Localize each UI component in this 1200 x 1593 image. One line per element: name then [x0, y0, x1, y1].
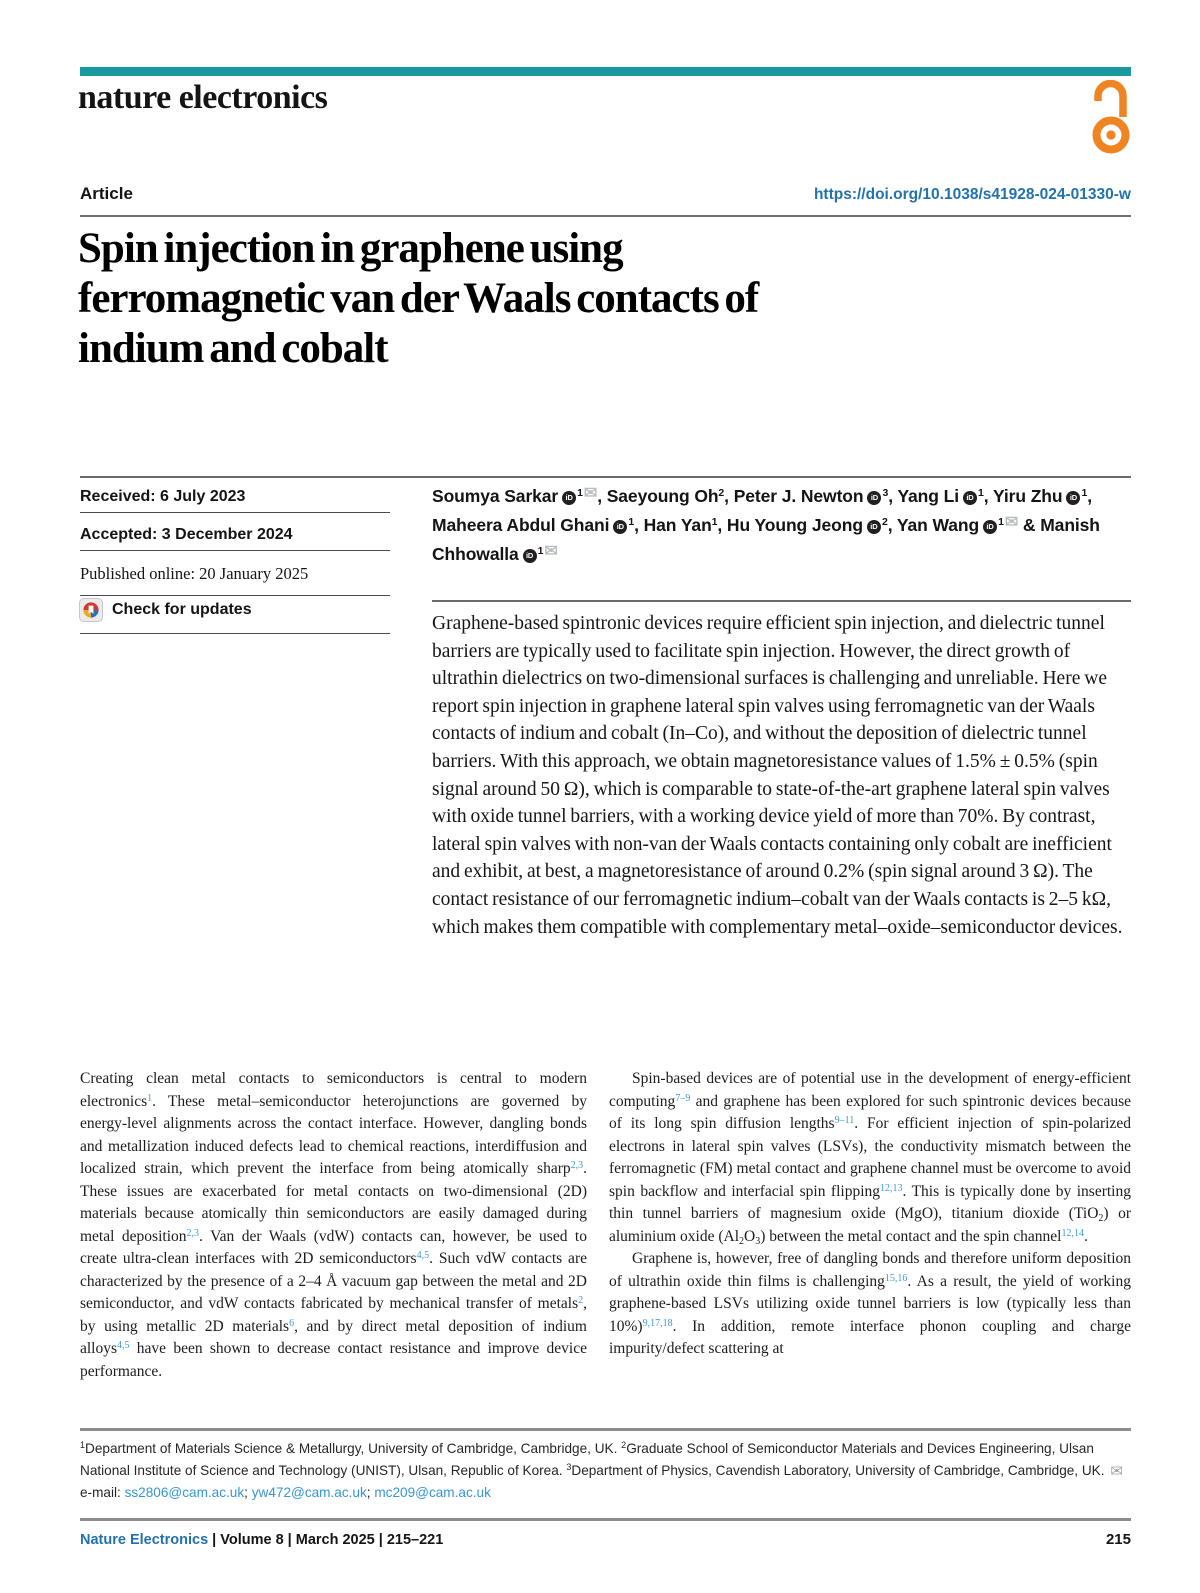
text-segment: . Such vdW contacts are characterized by the presence of a 2–4 Å vacuum gap between the metal and 2D semiconductor, and vdW contacts fabricated by mechanical transfer of metals — [80, 1250, 587, 1312]
divider — [80, 1518, 1131, 1521]
affiliation-superscript: 1 — [577, 487, 583, 499]
orcid-icon[interactable]: iD — [867, 520, 881, 534]
envelope-icon[interactable]: ✉ — [1004, 514, 1019, 531]
text-segment: e-mail: — [80, 1485, 125, 1500]
received-date: Received: 6 July 2023 — [80, 488, 246, 505]
text-segment: . This is typically done by inserting thin tunnel barriers of magnesium oxide (MgO), titanium dioxide (TiO — [609, 1182, 1131, 1222]
text-segment: . As a result, the yield of working graphene-based LSVs utilizing oxide tunnel barriers is low (typically less than 10%) — [609, 1272, 1131, 1335]
article-title — [78, 224, 1078, 374]
footer-volume-info: | Volume 8 | March 2025 | 215–221 — [208, 1532, 444, 1548]
affiliation-superscript: 3 — [566, 1462, 572, 1472]
article-type-label: Article — [80, 184, 133, 203]
body-paragraph — [80, 1068, 587, 1383]
body-column-left — [80, 1068, 587, 1383]
footer-journal-link[interactable]: Nature Electronics — [80, 1532, 209, 1548]
text-segment: O — [744, 1227, 756, 1245]
check-for-updates-label: Check for updates — [112, 601, 252, 618]
text-segment: and graphene has been explored for such spintronic devices because of its long spin diffusion lengths — [609, 1092, 1131, 1132]
doi-link[interactable]: https://doi.org/10.1038/s41928-024-01330-w — [813, 186, 1131, 203]
reference-superscript: 4,5 — [117, 1340, 130, 1351]
text-segment: have been shown to decrease contact resistance and improve device performance. — [80, 1340, 587, 1380]
page-footer — [80, 1531, 1131, 1548]
text-segment: , Hu Young Jeong — [717, 515, 863, 535]
divider — [432, 600, 1131, 602]
text-segment: . In addition, remote interface phonon coupling and charge impurity/defect scattering at — [609, 1317, 1131, 1357]
orcid-icon[interactable]: iD — [983, 520, 997, 534]
affiliation-superscript: 2 — [621, 1440, 627, 1450]
text-segment: Soumya Sarkar — [432, 486, 559, 506]
divider — [80, 633, 390, 634]
text-segment: , Maheera Abdul Ghani — [432, 486, 1092, 535]
body-paragraph — [609, 1248, 1131, 1361]
body-paragraph — [609, 1068, 1131, 1248]
abstract-text: Graphene-based spintronic devices require efficient spin injection, and dielectric tunnel barriers are typically used to facilitate spin injection. However, the direct growth of ultrathin dielectrics on two-dimensional surfaces is challenging and unreliable. Here we report spin injection in graphene lateral spin valves using ferromagnetic van der Waals contacts of indium and cobalt (In–Co), and without the deposition of dielectric tunnel barriers. With this approach, we obtain magnetoresistance values of 1.5% ± 0.5% (spin signal around 50 Ω), which is comparable to state-of-the-art graphene lateral spin valves with oxide tunnel barriers, with a working device yield of more than 70%. By contrast, lateral spin valves with non-van der Waals contacts containing only cobalt are inefficient and exhibit, at best, a magnetoresistance of around 0.2% (spin signal around 3 Ω). The contact resistance of our ferromagnetic indium–cobalt van der Waals contacts is 2–5 kΩ, which makes them compatible with complementary metal–oxide–semiconductor devices. — [432, 613, 1123, 938]
subscript: 2 — [1098, 1213, 1104, 1224]
reference-superscript: 15,16 — [884, 1272, 908, 1284]
envelope-icon[interactable]: ✉ — [544, 543, 558, 560]
text-segment: Graduate School of Semiconductor Materials and Devices Engineering, Ulsan National Institute of Science and Technology (UNIST), Ulsan, Republic of Korea. — [80, 1441, 1094, 1478]
email-link[interactable]: mc209@cam.ac.uk — [374, 1485, 491, 1500]
title-line: Spin injection in graphene using — [78, 225, 623, 272]
check-for-updates-button[interactable] — [79, 598, 389, 622]
text-segment: , and by direct metal deposition of indium alloys — [80, 1317, 587, 1357]
affiliation-superscript: 1 — [998, 516, 1004, 528]
text-segment: , Saeyoung Oh — [597, 486, 719, 506]
divider — [80, 1428, 1131, 1431]
divider — [80, 550, 390, 551]
text-segment: . These metal–semiconductor heterojunctions are governed by energy-level alignments across the contact interface. However, dangling bonds and metallization induced defects lead to chemical reactions, interdiffusion and localized strain, which prevent the interface from being atomically sharp — [80, 1092, 587, 1177]
reference-superscript: 12,14 — [1061, 1227, 1084, 1239]
affiliation-superscript: 2 — [881, 516, 888, 528]
divider — [80, 476, 1131, 478]
reference-superscript: 1 — [147, 1092, 153, 1104]
text-segment: ) between the metal contact and the spin channel — [760, 1227, 1062, 1245]
text-segment: , Peter J. Newton — [724, 486, 864, 506]
divider — [80, 215, 1131, 217]
text-segment: . For efficient injection of spin-polarized electrons in lateral spin valves (LSVs), the conductivity mismatch between the ferromagnetic (FM) metal contact and graphene channel must be overcome to avoid spin backflow and interfacial spin flipping — [609, 1115, 1131, 1200]
accepted-date: Accepted: 3 December 2024 — [80, 526, 293, 543]
orcid-icon[interactable]: iD — [523, 549, 537, 563]
text-segment: , Yang Li — [888, 486, 959, 506]
email-link[interactable]: ss2806@cam.ac.uk — [124, 1485, 245, 1500]
reference-superscript: 2,3 — [186, 1227, 200, 1239]
journal-accent-bar — [80, 67, 1131, 76]
reference-superscript: 12,13 — [880, 1182, 903, 1194]
body-column-right — [609, 1068, 1131, 1361]
affiliation-superscript: 1 — [80, 1440, 86, 1450]
text-segment: . — [1084, 1227, 1088, 1245]
reference-superscript: 4,5 — [416, 1250, 430, 1261]
reference-superscript: 9,17,18 — [642, 1317, 673, 1329]
affiliation-superscript: 1 — [977, 487, 984, 499]
text-segment: ) or aluminium oxide (Al — [609, 1205, 1131, 1245]
envelope-icon[interactable]: ✉ — [583, 485, 598, 502]
affiliation-superscript: 1 — [537, 545, 544, 557]
email-link[interactable]: yw472@cam.ac.uk — [251, 1485, 367, 1500]
text-segment: Department of Physics, Cavendish Laboratory, University of Cambridge, Cambridge, UK. — [571, 1463, 1109, 1478]
orcid-icon[interactable]: iD — [963, 491, 977, 505]
footer-citation — [80, 1532, 443, 1548]
page-number: 215 — [1105, 1531, 1131, 1548]
text-segment: ; — [244, 1485, 252, 1500]
text-segment: Graphene is, however, free of dangling bonds and therefore uniform deposition of ultrathin oxide thin films is challenging — [609, 1250, 1131, 1290]
text-segment: Department of Materials Science & Metallurgy, University of Cambridge, Cambridge, UK. — [85, 1441, 622, 1456]
crossmark-icon — [79, 598, 103, 622]
published-date: Published online: 20 January 2025 — [80, 564, 309, 583]
article-header-row — [80, 184, 1131, 204]
reference-superscript: 7–9 — [675, 1092, 691, 1104]
text-segment: , by using metallic 2D materials — [80, 1295, 587, 1335]
orcid-icon[interactable]: iD — [562, 491, 576, 505]
text-segment: Creating clean metal contacts to semiconductors is central to modern electronics — [80, 1070, 587, 1110]
reference-superscript: 9–11 — [834, 1115, 855, 1126]
title-line: ferromagnetic van der Waals contacts of — [78, 275, 759, 322]
open-access-icon — [1090, 80, 1132, 158]
orcid-icon[interactable]: iD — [613, 520, 627, 534]
divider — [80, 595, 390, 596]
affiliations-footnote — [80, 1438, 1131, 1504]
orcid-icon[interactable]: iD — [867, 491, 881, 505]
reference-superscript: 6 — [289, 1317, 295, 1329]
journal-logo: nature electronics — [78, 79, 328, 116]
orcid-icon[interactable]: iD — [1066, 491, 1080, 505]
author-list — [432, 482, 1132, 569]
subscript: 2 — [739, 1235, 745, 1247]
reference-superscript: 2 — [578, 1295, 584, 1306]
subscript: 3 — [755, 1235, 761, 1247]
text-segment: . These issues are exacerbated for metal contacts on two-dimensional (2D) materials because atomically thin semiconductors are easily damaged during metal deposition — [80, 1160, 587, 1245]
affiliation-superscript: 1 — [628, 516, 635, 528]
divider — [80, 512, 390, 513]
affiliation-superscript: 1 — [711, 516, 718, 528]
affiliation-superscript: 2 — [718, 487, 725, 499]
text-segment: , Yiru Zhu — [983, 486, 1063, 506]
text-segment: & Manish Chhowalla — [432, 515, 1100, 564]
affiliation-superscript: 1 — [1081, 487, 1088, 499]
text-segment: ; — [366, 1485, 375, 1500]
text-segment: Spin-based devices are of potential use in the development of energy-efficient computing — [609, 1070, 1131, 1110]
title-line: indium and cobalt — [78, 325, 388, 372]
envelope-icon[interactable]: ✉ — [1110, 1463, 1123, 1480]
text-segment: , Yan Wang — [887, 515, 980, 535]
reference-superscript: 2,3 — [570, 1160, 584, 1171]
affiliation-superscript: 3 — [882, 487, 889, 499]
text-segment: . Van der Waals (vdW) contacts can, however, be used to create ultra-clean interfaces with 2D semiconductors — [80, 1227, 587, 1267]
text-segment: , Han Yan — [634, 515, 712, 535]
